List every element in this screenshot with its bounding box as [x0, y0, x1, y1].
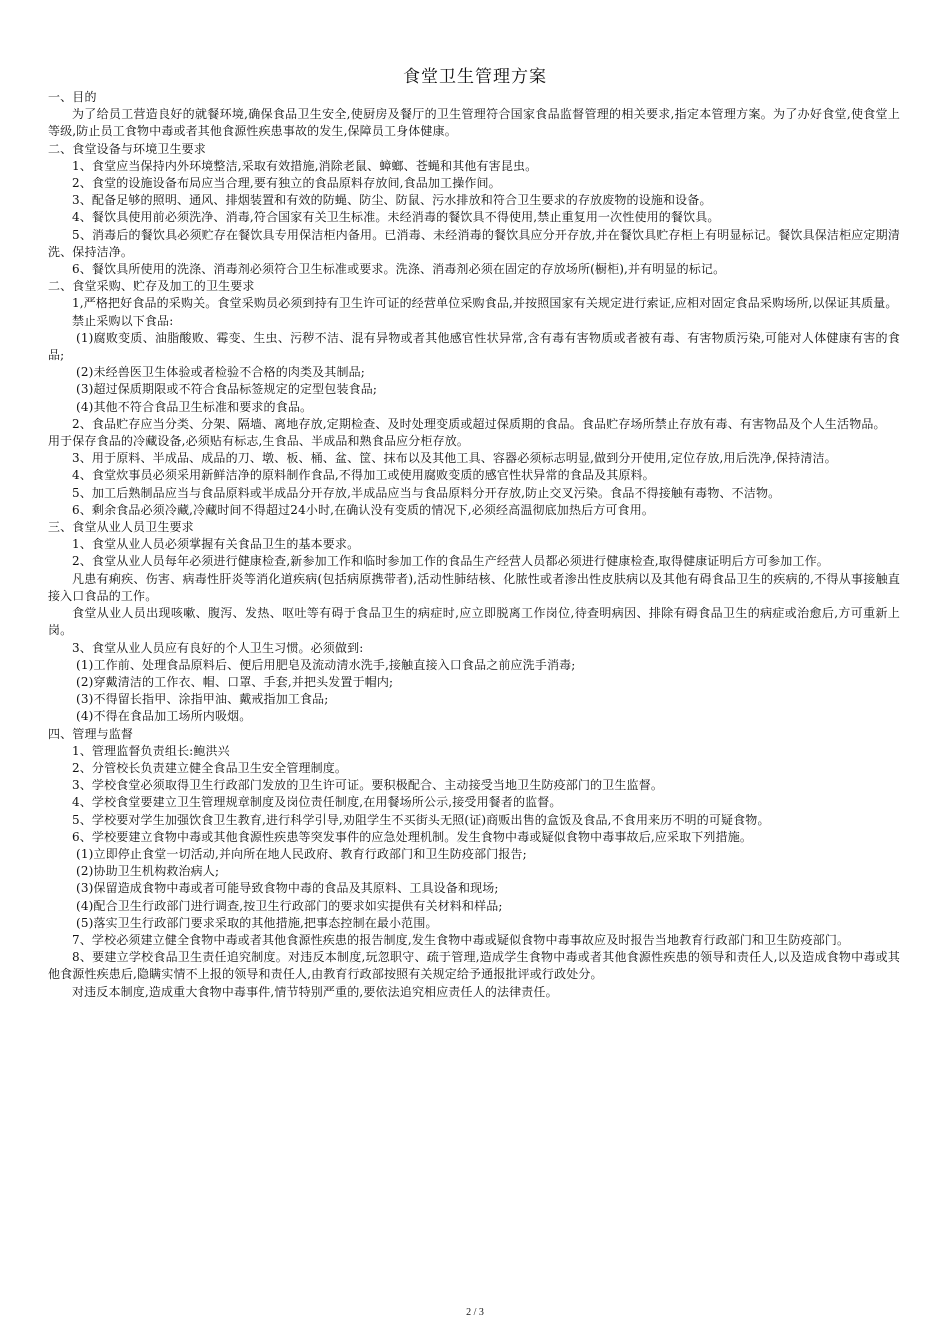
document-body — [48, 89, 900, 1001]
section-heading: 用于保存食品的冷藏设备,必须贴有标志,生食品、半成品和熟食品应分柜存放。 — [48, 434, 470, 449]
paragraph: 3、配备足够的照明、通风、排烟装置和有效的防蝇、防尘、防鼠、污水排放和符合卫生要求的存放废物的设施和设备。 — [72, 193, 712, 208]
list-item: (1)工作前、处理食品原料后、便后用肥皂及流动清水洗手,接触直接入口食品之前应洗手消毒; — [76, 657, 576, 672]
list-item: (2)协助卫生机构救治病人; — [76, 864, 220, 879]
list-item: (4)配合卫生行政部门进行调查,按卫生行政部门的要求如实提供有关材料和样品; — [76, 898, 503, 913]
paragraph: 2、食堂从业人员每年必须进行健康检查,新参加工作和临时参加工作的食品生产经营人员都必须进行健康检查,取得健康证明后方可参加工作。 — [72, 554, 829, 569]
paragraph: 对违反本制度,造成重大食物中毒事件,情节特别严重的,要依法追究相应责任人的法律责任。 — [72, 984, 558, 999]
paragraph: 3、用于原料、半成品、成品的刀、墩、板、桶、盆、筐、抹布以及其他工具、容器必须标志明显,做到分开使用,定位存放,用后洗净,保持清洁。 — [72, 451, 837, 466]
paragraph: 为了给员工营造良好的就餐环境,确保食品卫生安全,使厨房及餐厅的卫生管理符合国家食品监督管理的相关要求,指定本管理方案。为了办好食堂,使食堂上等级,防止员工食物中毒或者其他食源性疾患事故的发生,保障员工身体健康。 — [48, 107, 900, 139]
paragraph: 5、消毒后的餐饮具必须贮存在餐饮具专用保洁柜内备用。已消毒、未经消毒的餐饮具应分开存放,并在餐饮具贮存柜上有明显标记。餐饮具保洁柜应定期清洗、保持洁净。 — [48, 227, 900, 259]
paragraph: 3、食堂从业人员应有良好的个人卫生习惯。必须做到: — [72, 640, 364, 655]
section-heading: 三、食堂从业人员卫生要求 — [48, 520, 194, 535]
document-title: 食堂卫生管理方案 — [403, 67, 547, 87]
list-item: (1)腐败变质、油脂酸败、霉变、生虫、污秽不洁、混有异物或者其他感官性状异常,含有毒有害物质或者被有毒、有害物质污染,可能对人体健康有害的食品; — [48, 330, 900, 363]
section-heading: 一、目的 — [48, 90, 97, 104]
list-item: (5)落实卫生行政部门要求采取的其他措施,把事态控制在最小范围。 — [76, 915, 438, 930]
paragraph: 2、分管校长负责建立健全食品卫生安全管理制度。 — [72, 760, 348, 775]
section-heading: 四、管理与监督 — [48, 726, 134, 741]
paragraph: 禁止采购以下食品: — [72, 313, 174, 328]
paragraph: 5、加工后熟制品应当与食品原料或半成品分开存放,半成品应当与食品原料分开存放,防止交叉污染。食品不得接触有毒物、不洁物。 — [72, 485, 781, 500]
list-item: (4)不得在食品加工场所内吸烟。 — [76, 709, 252, 724]
paragraph: 凡患有痢疾、伤害、病毒性肝炎等消化道疾病(包括病原携带者),活动性肺结核、化脓性或者渗出性皮肤病以及其他有碍食品卫生的疾病的,不得从事接触直接入口食品的工作。 — [48, 571, 900, 603]
paragraph: 6、学校要建立食物中毒或其他食源性疾患等突发事件的应急处理机制。发生食物中毒或疑似食物中毒事故后,应采取下列措施。 — [72, 829, 753, 844]
paragraph: 4、学校食堂要建立卫生管理规章制度及岗位责任制度,在用餐场所公示,接受用餐者的监督。 — [72, 795, 562, 810]
paragraph: 4、食堂炊事员必须采用新鲜洁净的原料制作食品,不得加工或使用腐败变质的感官性状异常的食品及其原料。 — [72, 468, 655, 483]
paragraph: 1、管理监督负责组长:鲍洪兴 — [72, 743, 230, 758]
paragraph: 8、要建立学校食品卫生责任追究制度。对违反本制度,玩忽职守、疏于管理,造成学生食物中毒或者其他食源性疾患的领导和责任人,以及造成食物中毒或其他食源性疾患后,隐瞒实情不上报的领导和责任人,由教育行政部按照有关规定给予通报批评或行政处分。 — [48, 950, 900, 982]
list-item: (4)其他不符合食品卫生标准和要求的食品。 — [76, 399, 313, 414]
page-number: 2 / 3 — [466, 1307, 484, 1318]
paragraph: 1、食堂从业人员必须掌握有关食品卫生的基本要求。 — [72, 537, 360, 552]
paragraph: 3、学校食堂必须取得卫生行政部门发放的卫生许可证。要积极配合、主动接受当地卫生防疫部门的卫生监督。 — [72, 778, 663, 793]
list-item: (2)未经兽医卫生体验或者检验不合格的肉类及其制品; — [76, 365, 365, 380]
section-heading: 二、食堂设备与环境卫生要求 — [48, 141, 206, 156]
paragraph: 1,严格把好食品的采购关。食堂采购员必须到持有卫生许可证的经营单位采购食品,并按照国家有关规定进行索证,应相对固定食品采购场所,以保证其质量。 — [72, 296, 898, 311]
paragraph: 7、学校必须建立健全食物中毒或者其他食源性疾患的报告制度,发生食物中毒或疑似食物中毒事故应及时报告当地教育行政部门和卫生防疫部门。 — [72, 932, 850, 947]
section-heading: 二、食堂采购、贮存及加工的卫生要求 — [48, 279, 255, 294]
list-item: (3)不得留长指甲、涂指甲油、戴戒指加工食品; — [76, 692, 329, 707]
paragraph: 5、学校要对学生加强饮食卫生教育,进行科学引导,劝阻学生不买街头无照(证)商贩出售的盒饭及食品,不食用来历不明的可疑食物。 — [72, 812, 770, 827]
paragraph: 1、食堂应当保持内外环境整洁,采取有效措施,消除老鼠、蟑螂、苍蝇和其他有害昆虫。 — [72, 158, 538, 173]
list-item: (2)穿戴清洁的工作衣、帽、口罩、手套,并把头发置于帽内; — [76, 674, 394, 689]
paragraph: 2、食品贮存应当分类、分架、隔墙、离地存放,定期检查、及时处理变质或超过保质期的食品。食品贮存场所禁止存放有毒、有害物品及个人生活物品。 — [72, 416, 886, 431]
paragraph: 6、餐饮具所使用的洗涤、消毒剂必须符合卫生标准或要求。洗涤、消毒剂必须在固定的存放场所(橱柜),并有明显的标记。 — [72, 262, 726, 277]
paragraph: 食堂从业人员出现咳嗽、腹泻、发热、呕吐等有碍于食品卫生的病症时,应立即脱离工作岗位,待查明病因、排除有碍食品卫生的病症或治愈后,方可重新上岗。 — [48, 606, 900, 638]
list-item: (3)超过保质期限或不符合食品标签规定的定型包装食品; — [76, 382, 378, 397]
paragraph: 4、餐饮具使用前必须洗净、消毒,符合国家有关卫生标准。未经消毒的餐饮具不得使用,禁止重复用一次性使用的餐饮具。 — [72, 210, 720, 225]
list-item: (3)保留造成食物中毒或者可能导致食物中毒的食品及其原料、工具设备和现场; — [76, 881, 499, 896]
paragraph: 6、剩余食品必须冷藏,冷藏时间不得超过24小时,在确认没有变质的情况下,必须经高温彻底加热后方可食用。 — [72, 502, 655, 517]
list-item: (1)立即停止食堂一切活动,并向所在地人民政府、教育行政部门和卫生防疫部门报告; — [76, 846, 527, 861]
paragraph: 2、食堂的设施设备布局应当合理,要有独立的食品原料存放间,食品加工操作间。 — [72, 176, 501, 191]
